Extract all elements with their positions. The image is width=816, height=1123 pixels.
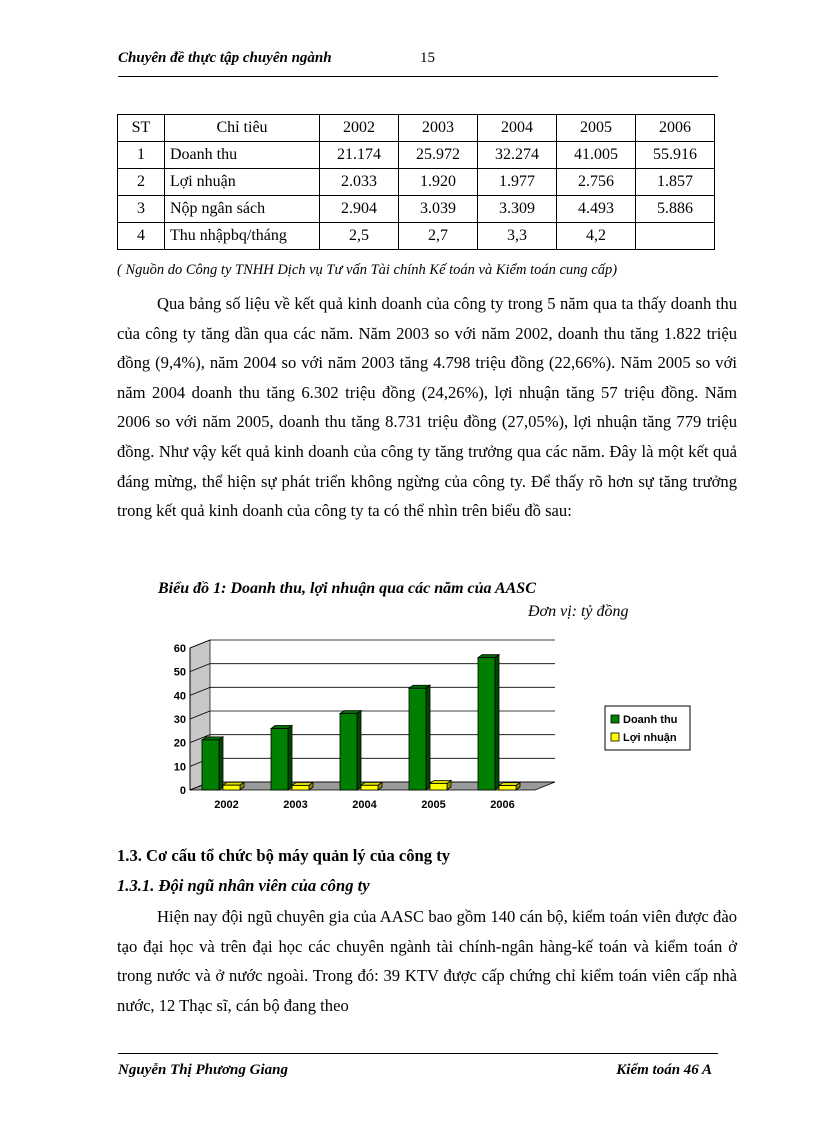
table-header-row [118,115,715,142]
body-paragraph [117,289,737,526]
header-title: Chuyên đề thực tập chuyên ngành [118,50,332,66]
y-tick-label: 40 [173,690,186,703]
section-heading: 1.3. Cơ cấu tổ chức bộ máy quản lý của công ty [117,846,451,865]
table-cell: 1 [118,142,165,169]
table-cell: 2.756 [557,169,636,196]
table-row [118,196,715,223]
table-row [118,142,715,169]
bar [340,714,357,790]
y-tick-label: 10 [173,761,186,774]
bar-side [288,726,292,790]
bar-side [426,685,430,790]
bar [478,658,495,790]
bar [223,785,240,790]
col-header: Chỉ tiêu [165,115,320,142]
col-header: 2004 [478,115,557,142]
table-cell: 2,7 [399,223,478,250]
table-cell: 4 [118,223,165,250]
chart-legend [605,706,690,750]
chart-grid [190,640,555,790]
bar [271,729,288,790]
table-cell: 2 [118,169,165,196]
bar [430,783,447,790]
chart-bars [202,655,520,790]
subsection-heading: 1.3.1. Đội ngũ nhân viên của công ty [117,876,370,895]
table-cell: 2,5 [320,223,399,250]
legend-swatch [611,733,619,741]
bar [409,688,426,790]
chart-caption: Biểu đồ 1: Doanh thu, lợi nhuận qua các năm của AASC [158,580,536,597]
bar [499,786,516,790]
y-tick-label: 60 [173,643,186,655]
table-cell: Nộp ngân sách [165,196,320,223]
table-cell: 2.033 [320,169,399,196]
col-header: 2005 [557,115,636,142]
paragraph-text: Hiện nay đội ngũ chuyên gia của AASC bao gồm 140 cán bộ, kiểm toán viên được đào tạo đại học và trên đại học các chuyên ngành tài chính-ngân hàng-kế toán và kiểm toán ở trong nước và ở nước ngoài. Trong đó: 39 KTV được cấp chứng chỉ kiểm toán viên cấp nhà nước, 12 Thạc sĩ, cán bộ đang theo [117,907,737,1015]
x-tick-label: 2004 [352,799,377,811]
y-tick-label: 0 [179,785,186,797]
x-tick-label: 2003 [283,799,308,811]
paragraph-text: Qua bảng số liệu về kết quả kinh doanh của công ty trong 5 năm qua ta thấy doanh thu của công ty tăng dần qua các năm. Năm 2003 so với năm 2002, doanh thu tăng 1.822 triệu đồng (9,4%), năm 2004 so với năm 2003 tăng 4.798 triệu đồng (22,66%). Năm 2005 so với năm 2004 doanh thu tăng 6.302 triệu đồng (24,26%), lợi nhuận tăng 57 triệu đồng. Năm 2006 so với năm 2005, doanh thu tăng 8.731 triệu đồng (27,05%), lợi nhuận tăng 779 triệu đồng. Như vậy kết quả kinh doanh của công ty tăng trưởng qua các năm. Đây là một kết quả đáng mừng, thể hiện sự phát triển không ngừng của công ty. Để thấy rõ hơn sự tăng trưởng trong kết quả kinh doanh của công ty ta có thể nhìn trên biểu đồ sau: [117,294,737,521]
bar [292,785,309,790]
col-header: ST [118,115,165,142]
table-cell: Lợi nhuận [165,169,320,196]
page-number: 15 [420,50,435,66]
bar [361,785,378,790]
x-tick-label: 2006 [490,799,515,811]
footer-class: Kiểm toán 46 A [616,1062,712,1078]
table-cell: 3.039 [399,196,478,223]
table-cell: 1.920 [399,169,478,196]
table-cell: 5.886 [636,196,715,223]
legend-label: Lợi nhuận [623,732,677,744]
table-cell: Doanh thu [165,142,320,169]
x-tick-label: 2002 [214,799,239,811]
table-cell: 55.916 [636,142,715,169]
legend-label: Doanh thu [623,714,678,726]
legend-swatch [611,715,619,723]
bar-side [219,737,223,790]
bar-side [357,711,361,790]
table-cell: 32.274 [478,142,557,169]
table-cell: 3,3 [478,223,557,250]
table-cell: 4,2 [557,223,636,250]
results-table [117,114,715,250]
bar [202,740,219,790]
table-cell: 25.972 [399,142,478,169]
y-tick-label: 30 [173,714,186,726]
col-header: 2002 [320,115,399,142]
y-tick-label: 50 [173,666,186,679]
table-cell: 4.493 [557,196,636,223]
footer-author: Nguyễn Thị Phương Giang [118,1062,288,1078]
table-cell: 41.005 [557,142,636,169]
source-note: ( Nguồn do Công ty TNHH Dịch vụ Tư vấn Tài chính Kế toán và Kiểm toán cung cấp) [117,262,618,278]
table-row [118,223,715,250]
page-header [118,46,718,77]
table-cell: 1.857 [636,169,715,196]
table-cell: 1.977 [478,169,557,196]
y-tick-label: 20 [173,737,186,750]
bar-chart [160,632,700,822]
table-row [118,169,715,196]
col-header: 2006 [636,115,715,142]
col-header: 2003 [399,115,478,142]
table-cell: 3 [118,196,165,223]
x-tick-label: 2005 [421,799,446,811]
bar-side [495,655,499,790]
table-cell: 3.309 [478,196,557,223]
table-cell: 2.904 [320,196,399,223]
chart-unit: Đơn vị: tỷ đồng [528,603,629,620]
table-cell: Thu nhậpbq/tháng [165,223,320,250]
body-paragraph [117,902,737,1020]
table-cell: 21.174 [320,142,399,169]
page-footer [118,1053,718,1078]
table-cell [636,223,715,250]
